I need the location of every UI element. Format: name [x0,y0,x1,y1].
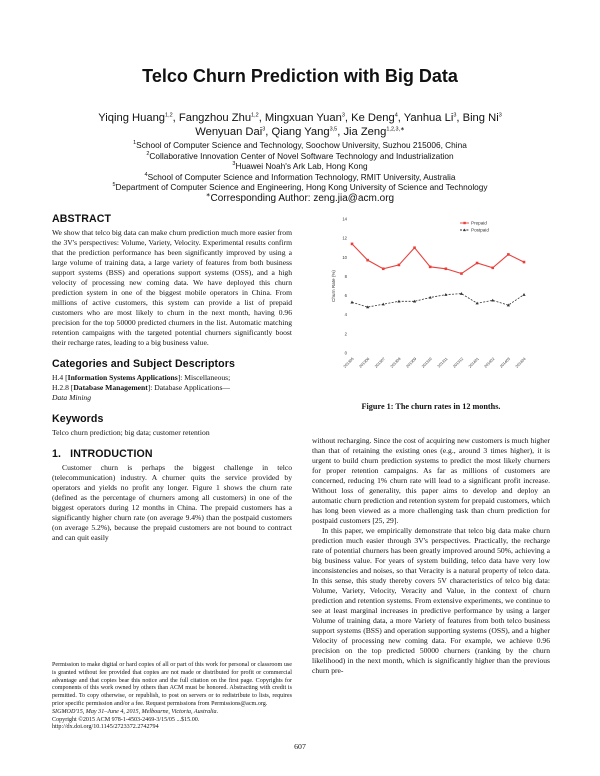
affiliation-4: $^4$School of Computer Science and Information Technology, RMIT University, Australia [144,171,456,182]
keywords-heading: Keywords [52,413,104,425]
series-line-postpaid [352,294,524,307]
author-name: Bing Ni [462,112,499,124]
author-affiliation-marker: 3 [262,125,266,132]
author-name: Fangzhou Zhu [178,112,252,124]
author-affiliation-marker: 3 [498,112,502,119]
y-tick-label: 12 [342,235,347,241]
abstract-text: We show that telco big data can make churn prediction much more easier from the 3V's perspectives: Volume, Variety, Velocity. Experimental results confirm that the prediction performance has been significantly improved by using a large volume of training data, a large variety of features from both business support systems (BSS) and operations support systems (OSS), and a high velocity of processing new coming data. We have deployed this churn prediction system in one of the biggest mobile operators in China. From millions of active customers, this system can provide a list of prepaid customers who are most likely to churn in the next month, having 0.96 precision for the top 50000 predicted churners in the list. Automatic matching retention campaigns with the targeted potential churners significantly boost their recharge rates, leading to a big business value. [52,228,292,347]
legend-marker [463,222,465,224]
data-point-prepaid [398,264,401,267]
introduction-paragraph-2: without recharging. Since the cost of acquiring new customers is much higher than that of retaining the existing ones (e.g., around 3 times higher), it is urgent to build churn prediction systems to predict the most likely churners for proper retention campaigns. As far as millions of customers are concerned, reducing 1% churn rate will lead to a significant profit increase. Without loss of generality, this paper aims to develop and deploy an automatic churn prediction and retention system for prepaid customers, which has long been viewed as a more challenging task than churn prediction for postpaid customers [25, 29]. [312,436,550,525]
data-point-prepaid [491,267,494,270]
left-column [52,213,292,543]
author-line-2: Wenyuan Dai$^3$, Qiang Yang$^{3,5}$, Jia Zeng$^{1,2,3,∗}$ [195,125,405,138]
author-name: Qiang Yang [271,125,330,138]
author-name: Ke Deng [351,112,395,124]
author-name: Wenyuan Dai [195,125,263,138]
data-point-prepaid [460,272,463,275]
churn-rate-chart [312,213,550,403]
affiliation-1: $^1$School of Computer Science and Technology, Soochow University, Suzhou 215006, China [133,140,467,150]
affiliation-5: $^5$Department of Computer Science and Engineering, Hong Kong University of Science and Technology [112,182,488,192]
copyright-line: Copyright ©2015 ACM 978-1-4503-2469-3/15/05 ...$15.00. [52,716,200,723]
data-point-prepaid [429,266,432,269]
x-tick-label: 201307 [374,356,386,369]
data-point-prepaid [476,262,479,265]
introduction-heading: 1. INTRODUCTION [52,448,153,460]
x-tick-label: 201404 [514,356,527,369]
author-affiliation-marker: 3 [341,112,345,119]
right-column [312,436,550,676]
y-tick-label: 10 [342,254,347,260]
introduction-paragraph-3: In this paper, we empirically demonstrate that telco big data make churn prediction much easier through 3V's perspectives. Practically, the recharge rate of potential churners has been greatly improved around 50%, achieving a big business value. For years of system building, telco data have very low inconsistencies and noises, so that Veracity is a natural property of telco data. In this sense, this study thereby covers 5V characteristics of telco big data: Volume, Variety, Velocity, Veracity and Value, in the context of churn prediction and retention systems. From extensive experiments, we continue to see at least marginal increases in predictive performance by using a larger Volume of training data, a more Variety of features from both telco business support systems (BSS) and operation supporting systems (OSS), and a higher Velocity of processing new coming data. For example, we achieve 0.96 precision on the top predicted 50000 churners (ranking by the churn likelihood) in the next month, which is significantly higher than the previous churn pre- [312,526,550,675]
data-point-prepaid [413,246,416,249]
author-affiliation-marker: 4 [394,112,398,119]
x-tick-label: 201310 [421,356,433,369]
data-point-postpaid [429,296,432,299]
page-number: 607 [294,742,306,751]
series-line-prepaid [352,244,524,274]
affiliation-2: $^2$Collaborative Innovation Center of Novel Software Technology and Industrialization [146,150,454,161]
affiliations [40,140,560,205]
author-affiliation-marker: 1,2,3,∗ [386,125,405,132]
figure-caption: Figure 1: The churn rates in 12 months. [361,402,501,411]
paper-title: Telco Churn Prediction with Big Data [142,66,458,86]
keywords-text: Telco churn prediction; big data; customer retention [52,428,210,437]
copyright-block [52,662,292,732]
y-axis-label: Churn Rate (%) [331,270,336,302]
doi-link[interactable]: http://dx.doi.org/10.1145/2723372.2742794 [52,724,159,731]
conference-info: SIGMOD'15, May 31–June 4, 2015, Melbourne, Victoria, Australia. [52,708,219,715]
author-name: Mingxuan Yuan [264,112,342,124]
author-affiliation-marker: 3,5 [329,125,338,132]
data-point-prepaid [523,261,526,264]
permission-notice: Permission to make digital or hard copies of all or part of this work for personal or classroom use is granted without fee provided that copies are not made or distributed for profit or commercial advantage and that copies bear this notice and the full citation on the first page. Copyrights for components of this work owned by others than ACM must be honored. Abstracting with credit is permitted. To copy otherwise, or republish, to post on servers or to redistribute to lists, requires prior specific permission and/or a fee. Request permissions from Permissions@acm.org. [52,662,292,707]
x-tick-label: 201308 [389,356,402,369]
y-tick-label: 0 [344,350,347,356]
data-point-prepaid [445,267,448,270]
author-line-1: Yiqing Huang$^{1,2}$, Fangzhou Zhu$^{1,2}$, Mingxuan Yuan$^3$, Ke Deng$^4$, Yanhua Li$^3$, Bing Ni$^3$ [98,112,502,124]
x-tick-label: 201312 [452,356,465,369]
data-point-postpaid [522,293,525,296]
legend-label: Prepaid [471,220,487,226]
introduction-paragraph-1: Customer churn is perhaps the biggest challenge in telco (telecommunication) industry. A churner quits the service provided by operators and yields no profit any longer. Figure 1 shows the churn rate (defined as the percentage of churners among all customers) in one of the biggest operators during 12 months in China. The prepaid customers has a significantly higher churn rate (on average 9.4%) than the postpaid customers (on average 5.2%), because the prepaid customers are not bound to contract and can quit easily [52,463,292,542]
author-list [60,112,540,139]
categories-text: H.4 [Information Systems Applications]: Miscellaneous; H.2.8 [Database Management]: Database Applications— Data Mining [52,373,231,402]
author-affiliation-marker: 1,2 [251,112,259,119]
y-tick-label: 4 [344,312,347,318]
legend-label: Postpaid [471,227,489,233]
y-tick-label: 14 [342,216,347,222]
corresponding-author: ∗Corresponding Author: zeng.jia@acm.org [205,192,395,204]
abstract-heading: ABSTRACT [52,213,112,225]
author-affiliation-marker: 3 [453,112,457,119]
y-tick-label: 8 [344,273,347,279]
x-tick-label: 201402 [483,356,496,369]
y-tick-label: 6 [344,293,347,299]
figure-1 [312,213,550,413]
affiliation-3: $^3$Huawei Noah's Ark Lab, Hong Kong [232,161,368,171]
data-point-prepaid [507,253,510,256]
author-name: Yiqing Huang [98,112,166,124]
categories-heading: Categories and Subject Descriptors [52,358,235,370]
x-tick-label: 201403 [499,356,512,369]
x-tick-label: 201401 [468,356,480,369]
x-tick-label: 201309 [405,356,418,369]
author-affiliation-marker: 1,2 [165,112,173,119]
data-point-prepaid [366,259,369,262]
x-tick-label: 201306 [358,356,371,369]
data-point-prepaid [382,267,385,270]
data-point-postpaid [350,301,353,304]
x-tick-label: 201305 [342,356,355,369]
author-name: Jia Zeng [343,125,387,138]
author-name: Yanhua Li [403,112,454,124]
data-point-prepaid [351,243,354,246]
x-tick-label: 201311 [436,356,449,369]
y-tick-label: 2 [344,331,347,337]
